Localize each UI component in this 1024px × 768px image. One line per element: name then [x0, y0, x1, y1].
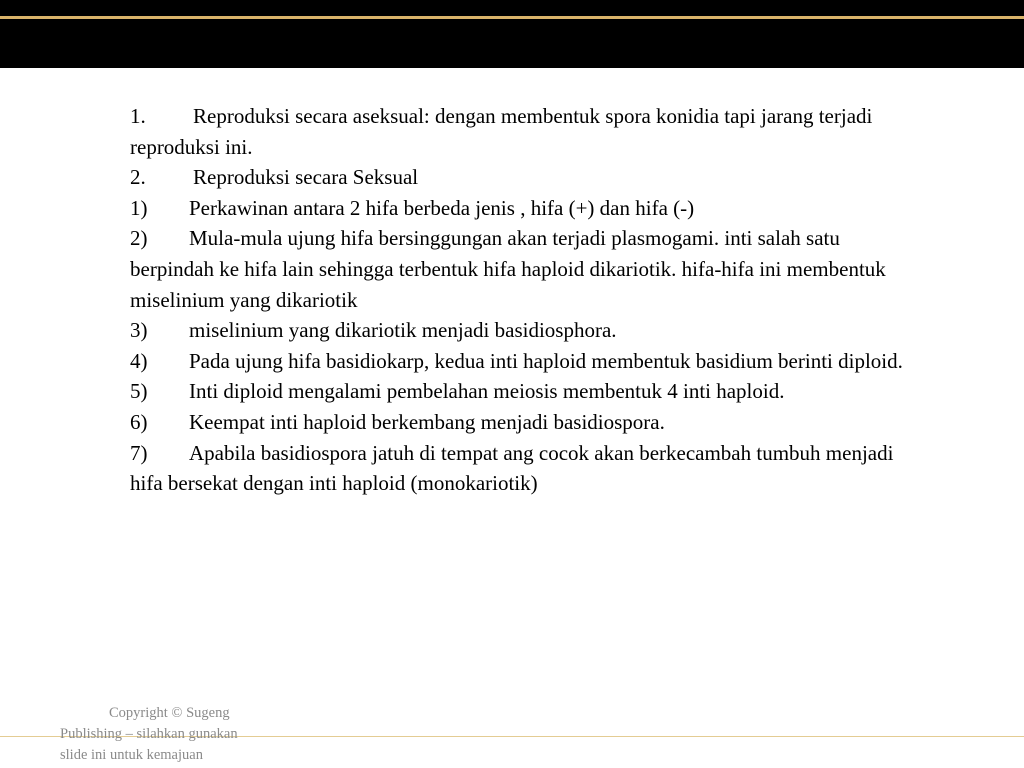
item-text: Perkawinan antara 2 hifa berbeda jenis , hifa (+) dan hifa (-) [189, 195, 695, 220]
item-number: 3) [130, 318, 148, 343]
item-text: Apabila basidiospora jatuh di tempat ang cocok akan berkecambah tumbuh menjadi hifa bersekat dengan inti haploid (monokariotik) [130, 440, 894, 496]
item-number: 6) [130, 409, 148, 434]
copyright-line: slide ini untuk kemajuan [60, 747, 203, 763]
copyright-line: Copyright © Sugeng [109, 705, 230, 721]
item-text: miselinium yang dikariotik menjadi basidiosphora. [189, 318, 617, 343]
item-text: Keempat inti haploid berkembang menjadi basidiospora. [189, 409, 665, 434]
item-number: 2) [130, 226, 148, 251]
item-number: 2. [130, 165, 146, 190]
item-number: 4) [130, 348, 148, 373]
item-text: Pada ujung hifa basidiokarp, kedua inti haploid membentuk basidium berinti diploid. [189, 348, 903, 373]
copyright-line: Publishing – silahkan gunakan [60, 726, 238, 742]
item-text: Reproduksi secara aseksual: dengan membentuk spora konidia tapi jarang terjadi reproduksi ini. [130, 104, 873, 159]
list-item [130, 346, 910, 377]
slide-body [130, 101, 910, 499]
item-text: Reproduksi secara Seksual [193, 165, 419, 190]
copyright-notice [60, 703, 280, 766]
header-accent-line [0, 16, 1024, 19]
item-number: 7) [130, 440, 148, 465]
list-item [130, 162, 910, 193]
item-number: 1. [130, 104, 146, 128]
item-number: 5) [130, 379, 148, 404]
list-item [130, 438, 910, 499]
item-text: Mula-mula ujung hifa bersinggungan akan terjadi plasmogami. inti salah satu berpindah ke hifa lain sehingga terbentuk hifa haploid dikariotik. hifa-hifa ini membentuk miselinium yang dikariotik [130, 226, 886, 312]
header-bar [0, 0, 1024, 68]
list-item [130, 101, 910, 162]
list-item [130, 223, 910, 315]
item-text: Inti diploid mengalami pembelahan meiosis membentuk 4 inti haploid. [189, 379, 785, 404]
list-item [130, 376, 910, 407]
list-item [130, 407, 910, 438]
item-number: 1) [130, 195, 148, 220]
list-item [130, 315, 910, 346]
list-item [130, 193, 910, 224]
